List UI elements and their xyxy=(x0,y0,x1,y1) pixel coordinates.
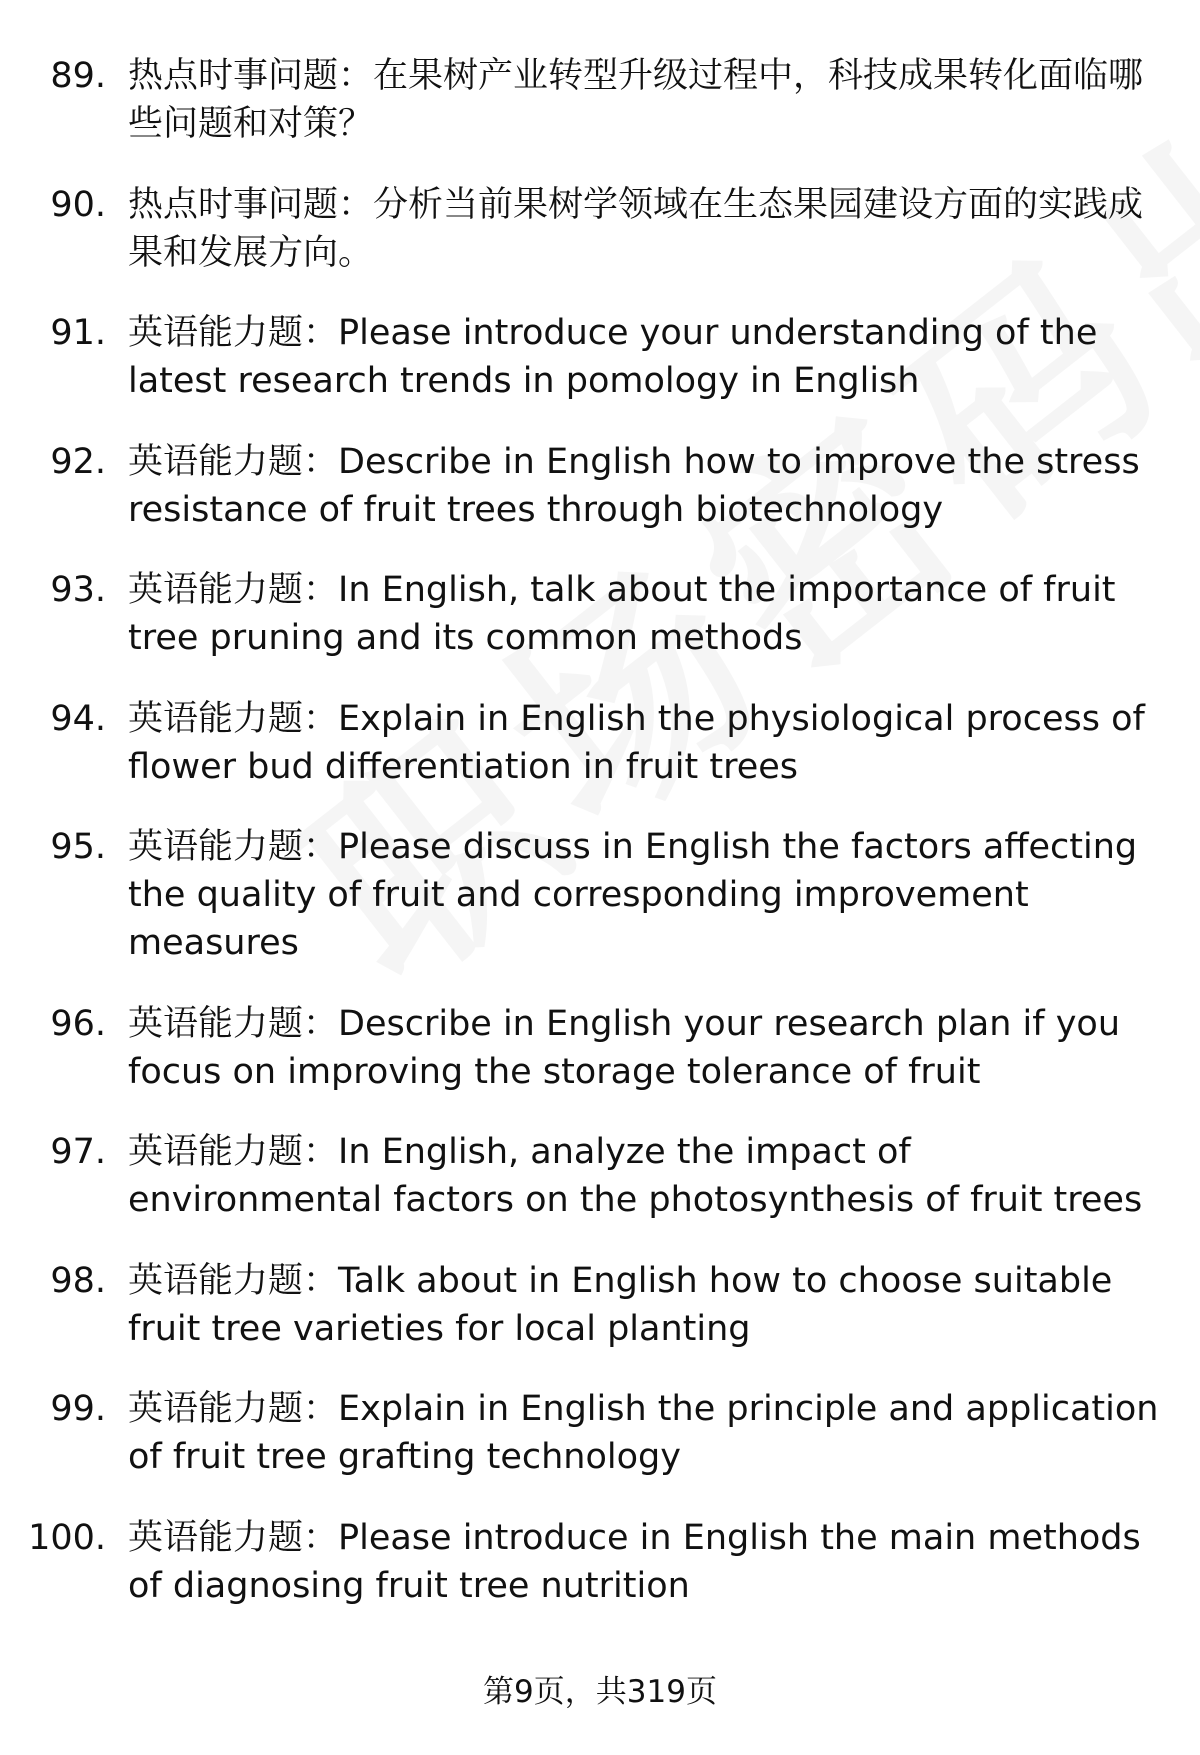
question-number: 98. xyxy=(50,1260,106,1301)
question-text: 英语能力题：Explain in English the physiological process of flower bud differentiation in fruit trees xyxy=(128,698,1145,787)
page-footer: 第9页，共319页 xyxy=(483,1674,717,1710)
question-text: 英语能力题：Talk about in English how to choose suitable fruit tree varieties for local planting xyxy=(128,1260,1113,1349)
question-text: 英语能力题：Describe in English your research plan if you focus on improving the storage tolerance of fruit xyxy=(128,1003,1121,1092)
question-text: 英语能力题：Explain in English the principle and application of fruit tree grafting technology xyxy=(128,1389,1159,1477)
question-text: 热点时事问题：分析当前果树学领域在生态果园建设方面的实践成果和发展方向。 xyxy=(128,184,1144,273)
question-number: 96. xyxy=(50,1003,106,1044)
question-number: 89. xyxy=(50,56,106,96)
question-item-96 xyxy=(0,1000,1200,1096)
question-text: 英语能力题：Please discuss in English the factors affecting the quality of fruit and corresponding improvement measures xyxy=(128,827,1138,963)
question-item-89 xyxy=(0,52,1200,148)
question-item-99 xyxy=(0,1385,1200,1481)
question-number: 91. xyxy=(50,313,106,353)
question-item-95 xyxy=(0,823,1200,967)
question-number: 100. xyxy=(28,1517,106,1558)
question-number: 93. xyxy=(50,570,106,610)
question-item-90 xyxy=(0,181,1200,277)
question-item-100 xyxy=(0,1514,1200,1610)
question-text: 英语能力题：Please introduce your understanding of the latest research trends in pomology in English xyxy=(128,313,1098,401)
question-item-93 xyxy=(0,566,1200,662)
question-number: 99. xyxy=(50,1389,106,1429)
question-text: 英语能力题：Please introduce in English the main methods of diagnosing fruit tree nutrition xyxy=(128,1517,1141,1606)
question-number: 97. xyxy=(50,1132,106,1172)
question-item-94 xyxy=(0,695,1200,791)
question-item-98 xyxy=(0,1257,1200,1353)
question-number: 92. xyxy=(50,441,106,482)
question-text: 英语能力题：Describe in English how to improve the stress resistance of fruit trees through biotechnology xyxy=(128,441,1140,530)
question-item-91 xyxy=(0,309,1200,405)
question-text: 英语能力题：In English, talk about the importance of fruit tree pruning and its common methods xyxy=(128,570,1116,658)
question-list xyxy=(0,52,1200,1642)
question-item-92 xyxy=(0,438,1200,534)
question-number: 94. xyxy=(50,698,106,739)
question-number: 90. xyxy=(50,184,106,225)
question-text: 热点时事问题：在果树产业转型升级过程中，科技成果转化面临哪些问题和对策？ xyxy=(128,56,1144,144)
question-item-97 xyxy=(0,1128,1200,1224)
question-text: 英语能力题：In English, analyze the impact of environmental factors on the photosynthesis of fruit trees xyxy=(128,1132,1143,1220)
question-number: 95. xyxy=(50,827,106,867)
